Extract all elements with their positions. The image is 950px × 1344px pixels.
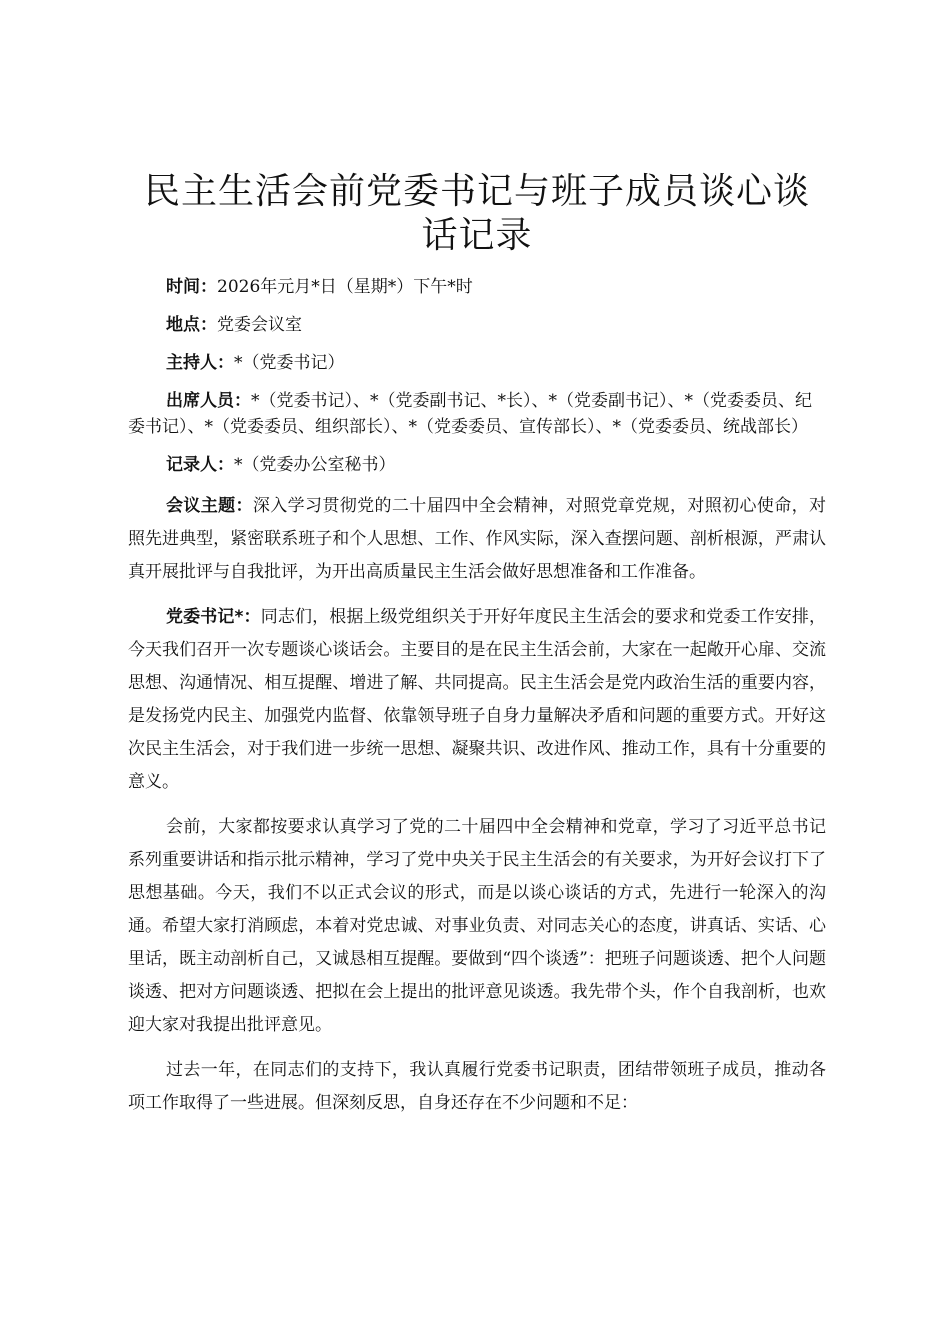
secretary-speech <box>128 601 826 799</box>
meta-recorder <box>128 452 826 478</box>
meeting-topic <box>128 490 826 589</box>
secretary-speech-label: 党委书记*： <box>166 607 261 627</box>
meta-host-label: 主持人： <box>166 353 234 373</box>
meta-location-label: 地点： <box>166 315 217 335</box>
meta-host <box>128 350 826 376</box>
meta-recorder-value: *（党委办公室秘书） <box>234 455 396 475</box>
paragraph-self-review: 过去一年，在同志们的支持下，我认真履行党委书记职责，团结带领班子成员，推动各项工作取得了一些进展。但深刻反思，自身还存在不少问题和不足： <box>128 1060 826 1113</box>
meta-attendees-label: 出席人员： <box>166 391 251 411</box>
meta-attendees-value: *（党委书记）、*（党委副书记、*长）、*（党委副书记）、*（党委委员、纪委书记）、*（党委委员、组织部长）、*（党委委员、宣传部长）、*（党委委员、统战部长） <box>128 391 812 437</box>
meta-host-value: *（党委书记） <box>234 353 345 373</box>
meeting-topic-value: 深入学习贯彻党的二十届四中全会精神，对照党章党规，对照初心使命，对照先进典型，紧密联系班子和个人思想、工作、作风实际，深入查摆问题、剖析根源，严肃认真开展批评与自我批评，为开出高质量民主生活会做好思想准备和工作准备。 <box>128 496 827 582</box>
paragraph-pre-meeting: 会前，大家都按要求认真学习了党的二十届四中全会精神和党章，学习了习近平总书记系列重要讲话和指示批示精神，学习了党中央关于民主生活会的有关要求，为开好会议打下了思想基础。今天，我们不以正式会议的形式，而是以谈心谈话的方式，先进行一轮深入的沟通。希望大家打消顾虑，本着对党忠诚、对事业负责、对同志关心的态度，讲真话、实话、心里话，既主动剖析自己，又诚恳相互提醒。要做到“四个谈透”：把班子问题谈透、把个人问题谈透、把对方问题谈透、把拟在会上提出的批评意见谈透。我先带个头，作个自我剖析，也欢迎大家对我提出批评意见。 <box>128 817 826 1035</box>
meta-location-value: 党委会议室 <box>217 315 302 335</box>
meta-recorder-label: 记录人： <box>166 455 234 475</box>
meta-time <box>128 274 826 300</box>
meta-attendees <box>128 388 826 440</box>
meeting-topic-label: 会议主题： <box>166 496 253 516</box>
meta-time-value: 2026年元月*日（星期*）下午*时 <box>217 277 473 297</box>
document-page <box>128 170 826 1132</box>
meta-location <box>128 312 826 338</box>
secretary-speech-value: 同志们，根据上级党组织关于开好年度民主生活会的要求和党委工作安排，今天我们召开一次专题谈心谈话会。主要目的是在民主生活会前，大家在一起敞开心扉、交流思想、沟通情况、相互提醒、增进了解、共同提高。民主生活会是党内政治生活的重要内容，是发扬党内民主、加强党内监督、依靠领导班子自身力量解决矛盾和问题的重要方式。开好这次民主生活会，对于我们进一步统一思想、凝聚共识、改进作风、推动工作，具有十分重要的意义。 <box>128 607 827 792</box>
meta-time-label: 时间： <box>166 277 217 297</box>
document-title: 民主生活会前党委书记与班子成员谈心谈话记录 <box>143 171 810 256</box>
